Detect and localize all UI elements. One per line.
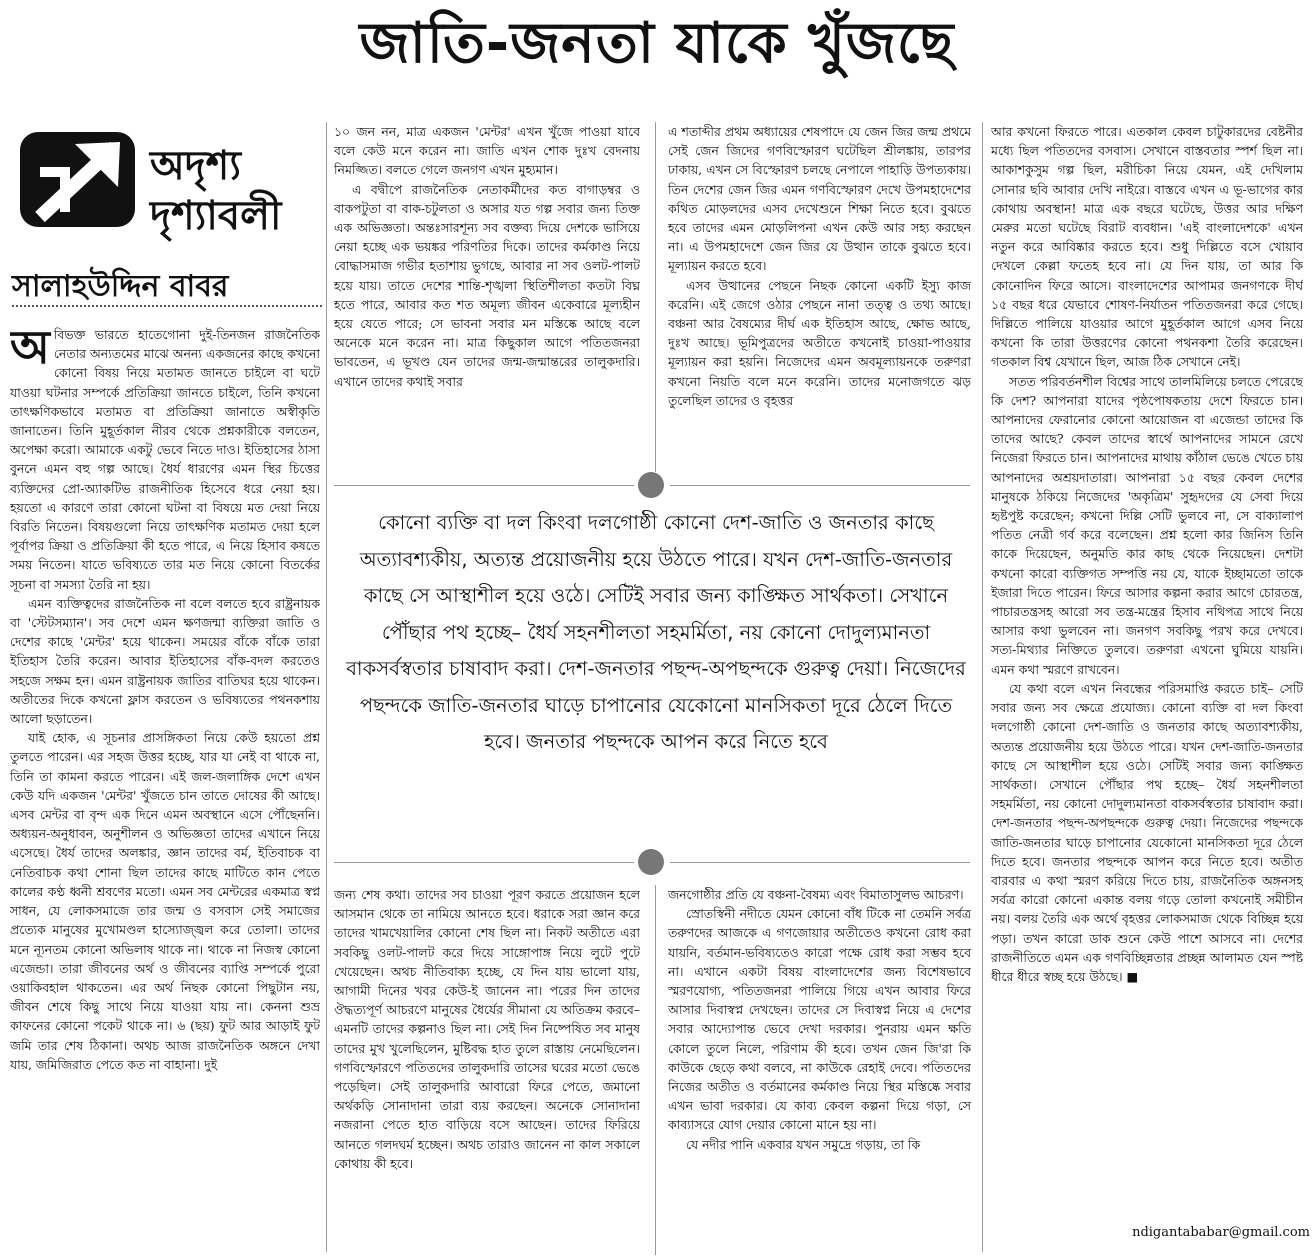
column-divider	[655, 122, 656, 472]
pull-quote-dot-bottom	[638, 849, 664, 875]
column-divider	[655, 885, 656, 1255]
author-byline: সালাহউদ্দিন বাবর	[12, 269, 229, 304]
arrow-up-right-icon	[20, 132, 135, 227]
paragraph: যে কথা বলে এখন নিবন্ধের পরিসমাপ্তি করতে চাই– সেটি সবার জন্য সব ক্ষেত্রে প্রযোজ্য। কোনো ব্যক্তি বা দল কিংবা দলগোষ্ঠী কোনো দেশ-জাতি ও জনতার কাছে অত্যাবশ্যকীয়, অত্যন্ত প্রয়োজনীয় হয়ে উঠতে পারে। যখন দেশ-জাতি-জনতার কাছে সে আস্থাশীল হয়ে ওঠে। সেটিই সবার জন্য কাঙ্ক্ষিত সার্থকতা। সেখানে পৌঁছার পথ হচ্ছে– ধৈর্য সহনশীলতা সহমর্মিতা, নয় কোনো দোদুল্যমানতা বাকসর্বস্বতার চাষাবাদ করা। দেশ-জনতার পছন্দ-অপছন্দকে গুরুত্ব দেয়া। নিজেদের পছন্দকে জাতি-জনতার ঘাড়ে চাপানোর যেকোনো মানসিকতা দূরে ঠেলে দিতে হবে। জনতার পছন্দকে আপন করে নিতে হবে। অতীত বারবার এ কথা স্মরণ করিয়ে দিতে চায়, রাজনৈতিক অঙ্গনসহ সর্বত্র কারো কোনো একান্ত বলয় গড়ে তোলা কখনোই সমীচীন নয়। বলয় তৈরি এক অর্থে বৃহত্তর লোকসমাজ থেকে বিচ্ছিন্ন হয়ে পড়া। তখন কারো ডাক শুনে কেউ পাশে আসবে না। দেশের রাজনীতিতে এমন এক গণবিচ্ছিন্নতার প্রচ্ছন্ন আলামত যেন স্পষ্ট ধীরে ধীরে স্বচ্ছ হয়ে উঠছে। ■	[991, 680, 1303, 984]
article-column-2-top	[334, 122, 640, 467]
pull-quote: কোনো ব্যক্তি বা দল কিংবা দলগোষ্ঠী কোনো দেশ-জাতি ও জনতার কাছে অত্যাবশ্যকীয়, অত্যন্ত প্রয়োজনীয় হয়ে উঠতে পারে। যখন দেশ-জাতি-জনতার কাছে সে আস্থাশীল হয়ে ওঠে। সেটিই সবার জন্য কাঙ্ক্ষিত সার্থকতা। সেখানে পৌঁছার পথ হচ্ছে– ধৈর্য সহনশীলতা সহমর্মিতা, নয় কোনো দোদুল্যমানতা বাকসর্বস্বতার চাষাবাদ করা। দেশ-জনতার পছন্দ-অপছন্দকে গুরুত্ব দেয়া। নিজেদের পছন্দকে জাতি-জনতার ঘাড়ে চাপানোর যেকোনো মানসিকতা দূরে ঠেলে দিতে হবে। জনতার পছন্দকে আপন করে নিতে হবে	[346, 511, 966, 753]
column-logo-title-line2: দৃশ্যাবলী	[150, 193, 282, 239]
paragraph: আর কখনো ফিরতে পারে। এতকাল কেবল চাটুকারদের বেষ্টনীর মধ্যে ছিল পতিতদের বসবাস। সেখানে বাস্তবতার স্পর্শ ছিল না। আকাশকুসুম গল্প ছিল, মরীচিকা নিয়ে যেমন, এই দেখিলাম সোনার ছবি আবার দেখি নাইরে। বাস্তবে এখন এ ভূ-ভাগের কার কোথায় অবস্থান! মাত্র এক বছরে ঘটেছে, উত্তর আর দক্ষিণ মেরুর মতো ঘটেছে বিরাট ব্যবধান। 'এই বাংলাদেশকে' এখন নতুন করে আবিষ্কার করতে হবে। শুধু দিল্লিতে বসে খোয়াব দেখলে কেল্লা ফতেহ হবে না। যে দিন যায়, তা আর কি কোনোদিন ফিরে আসে। বাংলাদেশের আপামর জনগণকে দীর্ঘ ১৫ বছর ধরে যেভাবে শোষণ-নির্যাতন পতিতজনরা করে গেছে। দিল্লিতে পালিয়ে যাওয়ার আগে মুহূর্তকাল আগে এসব নিয়ে কখনো কি তারা উত্তরণের কোনো পথনকশা তৈরি করেছেন। গতকাল বিশ্ব যেখানে ছিল, আজ ঠিক সেখানে নেই।	[991, 124, 1303, 370]
byline-divider	[12, 305, 322, 307]
drop-cap: অ	[10, 325, 50, 374]
article-column-4	[991, 122, 1303, 1212]
pull-quote-rule-top-right	[670, 485, 970, 486]
paragraph: এমন ব্যক্তিত্বদের রাজনৈতিক না বলে বলতে হবে রাষ্ট্রনায়ক বা 'স্টেটসম্যান'। সব দেশে এমন ক্ষণজন্মা ব্যক্তিরা জাতি ও দেশের কাছে 'মেন্টর' হয়ে থাকেন। সময়ের বাঁকে বাঁকে তারা ইতিহাস তৈরি করেন। আবার ইতিহাসের বাঁক-বদল করতেও সহজে সক্ষম হন। এমন রাষ্ট্রনায়ক জাতির বাতিঘর হয়ে থাকেন। অতীতের দিকে কখনো ফ্লাস করতেন ও ভবিষ্যতের পথনকশায় আলো ছড়াতেন।	[10, 595, 320, 727]
paragraph: এসব উত্থানের পেছনে নিছক কোনো একটি ইস্যু কাজ করেনি। এই জেগে ওঠার পেছনে নানা তত্ত্ব ও তথ্য আছে। বঞ্চনা আর বৈষম্যের দীর্ঘ এক ইতিহাস আছে, ক্ষোভ আছে, দুঃখ আছে। ভূমিপুত্রদের অতীতে কখনোই চাওয়া-পাওয়ার মূল্যায়ন করা হয়নি। নিজেদের এমন অবমূল্যায়নকে তরুণরা কখনো নিয়তি বলে মনে করেনি। তাদের মনোজগতে ঝড় তুলেছিল তাদের ও বৃহত্তর	[668, 277, 971, 408]
paragraph: জনগোষ্ঠীর প্রতি যে বঞ্চনা-বৈষম্য এবং বিমাতাসুলভ আচরণ।	[668, 887, 964, 902]
paragraph: যে নদীর পানি একবার যখন সমুদ্রে গড়ায়, তা কি	[686, 1136, 921, 1152]
author-email: ndigantababar@gmail.com	[1132, 1225, 1310, 1240]
paragraph: স্রোতস্বিনী নদীতে যেমন কোনো বাঁধ টিকে না তেমনি সর্বত্র তরুণদের আজকে এ গণজোয়ার অতীতেও কখনো রোধ করা যায়নি, বর্তমান-ভবিষ্যতেও কারো পক্ষে রোধ করা সম্ভব হবে না। এখানে একটা বিষয় বাংলাদেশের জন্য বিশেষভাবে স্মরণযোগ্য, পতিতজনরা পালিয়ে গিয়ে এখন আবার ফিরে আসার দিবাস্বপ্ন দেখছেন। তাদের সে দিবাস্বপ্ন নিয়ে এ দেশের সবার আদ্যোপান্ত ভেবে দেখা দরকার। পুনরায় এমন ক্ষতি কোলে তুলে নিলে, পরিণাম কী হবে। তখন জেন জি'রা কি কাউকে ছেড়ে কথা বলবে, না কাউকে রেহাই দেবে। পতিতদের নিজের অতীত ও বর্তমানের কর্মকাণ্ড নিয়ে স্থির মস্তিষ্কে সবার এখন ভাবা দরকার। যে কাব্য কেবল কল্পনা দিয়ে গড়া, সে কাব্যাসরে যোগ দেয়ার কোনো মানে হয় না।	[668, 906, 971, 1133]
pull-quote-rule-bottom-right	[670, 862, 970, 863]
column-divider	[326, 122, 327, 1252]
pull-quote-rule-bottom-left	[334, 862, 634, 863]
pull-quote-rule-top-left	[334, 485, 634, 486]
article-column-2-bottom	[334, 885, 640, 1257]
paragraph: সতত পরিবর্তনশীল বিশ্বের সাথে তালমিলিয়ে চলতে পেরেছে কি দেশ? আপনারা যাদের পৃষ্ঠপোষকতায় দেশে ফিরতে চান। আপনাদের ফেরানোর কোনো আয়োজন বা এজেন্ডা তাদের কি তাদের আছে? কেবল তাদের স্বার্থে আপনাদের সামনে রেখে নিজেরা ফিরতে চান। আপনাদের মাথায় কাঁঠাল ভেঙে খেতে চায় আপনাদের অশ্রয়দাতারা। আপনারা ১৫ বছর কেবল দেশের মানুষকে ঠকিয়ে নিজেদের 'অকৃত্রিম' সুহৃদদের যে সেবা দিয়ে হৃষ্টপুষ্ট করেছেন; কখনো দিল্লি সেটি ভুলবে না, সে বাক্যালাপ পতিত নেত্রী গর্ব করে বলেছেন। প্রশ্ন হলো কার জিনিস তিনি কাকে দিয়েছেন, অনুমতি কার কাছ থেকে নিয়েছেন। দেশটা কখনো কারো ব্যক্তিগত সম্পত্তি নয় যে, যাকে ইচ্ছামতো তাকে ইজারা দিতে পারেন। ফিরে আসার কল্পনা করার আগে চোরতন্ত্র, পাচারতন্ত্রসহ আরো সব তন্ত্র-মন্ত্রের হিসাব নথিপত্র সাথে নিয়ে আসার কথা ভুলবেন না। জনগণ সবকিছু পরখ করে দেখবে। সত্য-মিথ্যার নিক্তিতে তুলবে। তরুণরা এখনো ঘুমিয়ে যায়নি। এমন কথা স্মরণে রাখবেন।	[991, 373, 1303, 677]
paragraph: বিভক্ত ভারতে হাতেগোনা দুই-তিনজন রাজনৈতিক নেতার অন্যতমের মাঝে অনন্য একজনের কাছে কখনো কোনো বিষয় নিয়ে মতামত জানতে চাইলে বা ঘটে যাওয়া ঘটনার সম্পর্কে প্রতিক্রিয়া জানতে চাইলে, তিনি কখনো তাৎক্ষণিকভাবে মতামত বা প্রতিক্রিয়া জানাতে অস্বীকৃতি জানাতেন। তিনি মুহূর্তকাল নীরব থেকে প্রশ্নকারীকে বলতেন, অপেক্ষা করো। আমাকে একটু ভেবে নিতে দাও। ইতিহাসের ঠাসা বুননে এমন বহু গল্প আছে। ধৈর্য ধারণের এমন স্থির চিত্তের ব্যক্তিদের প্রো-অ্যাকটিভ রাজনীতিক হিসেবে ধরে নেয়া হয়। হয়তো এ কারণে তারা কোনো ঘটনা বা বিষয়ে মত দেয়া নিয়ে বিরতি নিতেন। বিষয়গুলো নিয়ে তাৎক্ষণিক মতামত দেয়া হলে পূর্বাপর ক্রিয়া ও প্রতিক্রিয়া কী হতে পারে, এ নিয়ে হিসাব কষতে সময় নিতেন। যাতে ভবিষ্যতে তার মত নিয়ে কোনো বিতর্কের সূচনা বা সমস্যা তৈরি না হয়।	[10, 327, 320, 592]
paragraph: জন্য শেষ কথা। তাদের সব চাওয়া পূরণ করতে প্রয়োজন হলে আসমান থেকে তা নামিয়ে আনতে হবে। ধরাকে সরা জ্ঞান করে তাদের খামখেয়ালির কোনো শেষ ছিল না। নিকট অতীতে এরা সবকিছু ওলট-পালট করে দিয়ে সাঙ্গোপাঙ্গ নিয়ে লুটে পুটে খেয়েছেন। অথচ নীতিবাক্য হচ্ছে, যে দিন যায় ভালো যায়, আগামী দিনের খবর কেউ-ই জানেন না। পরের দিন তাদের ঔদ্ধত্যপূর্ণ আচরণে মানুষের ধৈর্যের সীমানা যে অতিক্রম করবে– এমনটি তাদের কল্পনাও ছিল না। সেই দিন নিষ্পেষিত সব মানুষ তাদের মুখ খুলেছিলেন, মুষ্টিবদ্ধ হাত তুলে রাস্তায় নেমেছিলেন। গণবিস্ফোরণে পতিতদের তালুকদারি তাসের ঘরের মতো ভেঙে পড়েছিল। সেই তালুকদারি আবারো ফিরে পেতে, জমানো অর্থকড়ি সোনাদানা তারা ব্যয় করছেন। অনেকে সোনাদানা নজরানা পেতে হাত বাড়িয়ে বসে আছেন। তাদের ফিরিয়ে আনতে গলদঘর্ম হচ্ছেন। অথচ তারাও জানেন না কাল সকালে কোথায় কী হবে।	[334, 887, 640, 1171]
paragraph: ১০ জন নন, মাত্র একজন 'মেন্টর' এখন খুঁজে পাওয়া যাবে বলে কেউ মনে করেন না। জাতি এখন শোক দুঃখ বেদনায় নিমজ্জিত। বলতে গেলে জনগণ এখন মুহ্যমান।	[334, 124, 640, 178]
column-logo-title-line1: অদৃশ্য	[150, 143, 241, 189]
article-column-3-bottom	[668, 885, 971, 1257]
column-divider	[982, 122, 983, 1252]
pull-quote-dot-top	[638, 472, 664, 498]
article-column-3-top	[668, 122, 971, 467]
paragraph: যাই হোক, এ সূচনার প্রাসঙ্গিকতা নিয়ে কেউ হয়তো প্রশ্ন তুলতে পারেন। এর সহজ উত্তর হচ্ছে, যার যা নেই বা থাকে না, তিনি তা কামনা করতে পারেন। এই জল-জলাঙ্গিক দেশে এখন কেউ যদি একজন 'মেন্টর' খুঁজতে চান তাতে দোষের কী আছে। এসব মেন্টর বা বৃন্দ এক দিনে এমন অবস্থানে এসে পৌঁছেননি। অধ্যয়ন-অনুধাবন, অনুশীলন ও অভিজ্ঞতা তাদের এখানে নিয়ে এসেছে। ধৈর্য তাদের অলঙ্কার, জ্ঞান তাদের বর্ম, ইতিবাচক বা নেতিবাচক কথা শোনা ছিল তাদের কাছে মাটিতে কান পেতে কালের কণ্ঠ ধ্বনী শ্রবণের মতো। এমন সব মেন্টরের একমাত্র স্বপ্ন সাধন, যে লোকসমাজে তার জন্ম ও বসবাস সেই সমাজের প্রত্যেক মানুষের মুখোমণ্ডল হাস্যোজ্জ্বল করে তোলা। তাদের মনে ন্যূনতম কোনো অভিলাষ থাকে না। থাকে না নিজস্ব কোনো এজেন্ডা। তারা জীবনের অর্থ ও জীবনের ব্যাপ্তি সম্পর্কে পুরো ওয়াকিবহাল থাকতেন। এর অর্থ নিছক কোনো পিছুটান নয়, জীবন শেষে কিছু সাথে নিয়ে যাওয়া যায় না। কেননা শুভ্র কাফনের কোনো পকেট থাকে না। ৬ (ছয়) ফুট আর আড়াই ফুট জমি তার শেষ ঠিকানা। অথচ আজ রাজনৈতিক অঙ্গনে দেখা যায়, জমিজিরাত পেতে কত না বাহানা। দুই	[10, 730, 320, 1072]
headline: জাতি-জনতা যাকে খুঁজছে	[359, 11, 955, 76]
column-logo	[10, 122, 320, 252]
article-column-1	[10, 325, 320, 1255]
paragraph: এ বদ্বীপে রাজনৈতিক নেতাকর্মীদের কত বাগাড়ম্বর ও বাকপটুতা বা বাক-চটুলতা ও অসার যত গল্প সবার জন্য তিক্ত এক অভিজ্ঞতা। অন্তঃসারশূন্য সব বক্তব্য দিয়ে দেশকে ভাসিয়ে নেয়া হচ্ছে এক ভয়ঙ্কর পরিণতির দিকে। তাদের কর্মকাণ্ড নিয়ে বোদ্ধাসমাজ গভীর হতাশায় ভুগছে, আবার না সব ওলট-পালট হয়ে যায়। তাতে দেশের শান্তি-শৃঙ্খলা স্থিতিশীলতা কতটা বিঘ্ন হতে পারে, আবার কত শত অমূল্য জীবন একেবারে মূল্যহীন হয়ে যেতে পারে; সে ভাবনা সবার মন মস্তিষ্কে আছে বলে অনেকে মনে করেন না। মাত্র কিছুকাল আগে পতিতজনরা ভাবতেন, এ ভূখণ্ড যেন তাদের জন্ম-জন্মান্তরের তালুকদারি। এখানে তাদের কথাই সবার	[334, 181, 640, 389]
paragraph: এ শতাব্দীর প্রথম অধ্যায়ের শেষপাদে যে জেন জির জন্ম প্রথমে সেই জেন জিদের গণবিস্ফোরণ ঘটেছিল শ্রীলঙ্কায়, তারপর ঢাকায়, এখন সে বিস্ফোরণ চলছে নেপালে পাহাড়ি উপত্যকায়। তিন দেশের জেন জির এমন গণবিস্ফোরণ দেখে উপমহাদেশের কথিত মোড়লদের এসব দেখেশুনে শিক্ষা নিতে হবে। বুঝতে হবে তাদের এমন মোড়লিপনা এখন কেউ আর সহ্য করছেন না। এ উপমহাদেশে জেন জির যে উত্থান তাকে বুঝতে হবে। মূল্যায়ন করতে হবে।	[668, 124, 971, 274]
